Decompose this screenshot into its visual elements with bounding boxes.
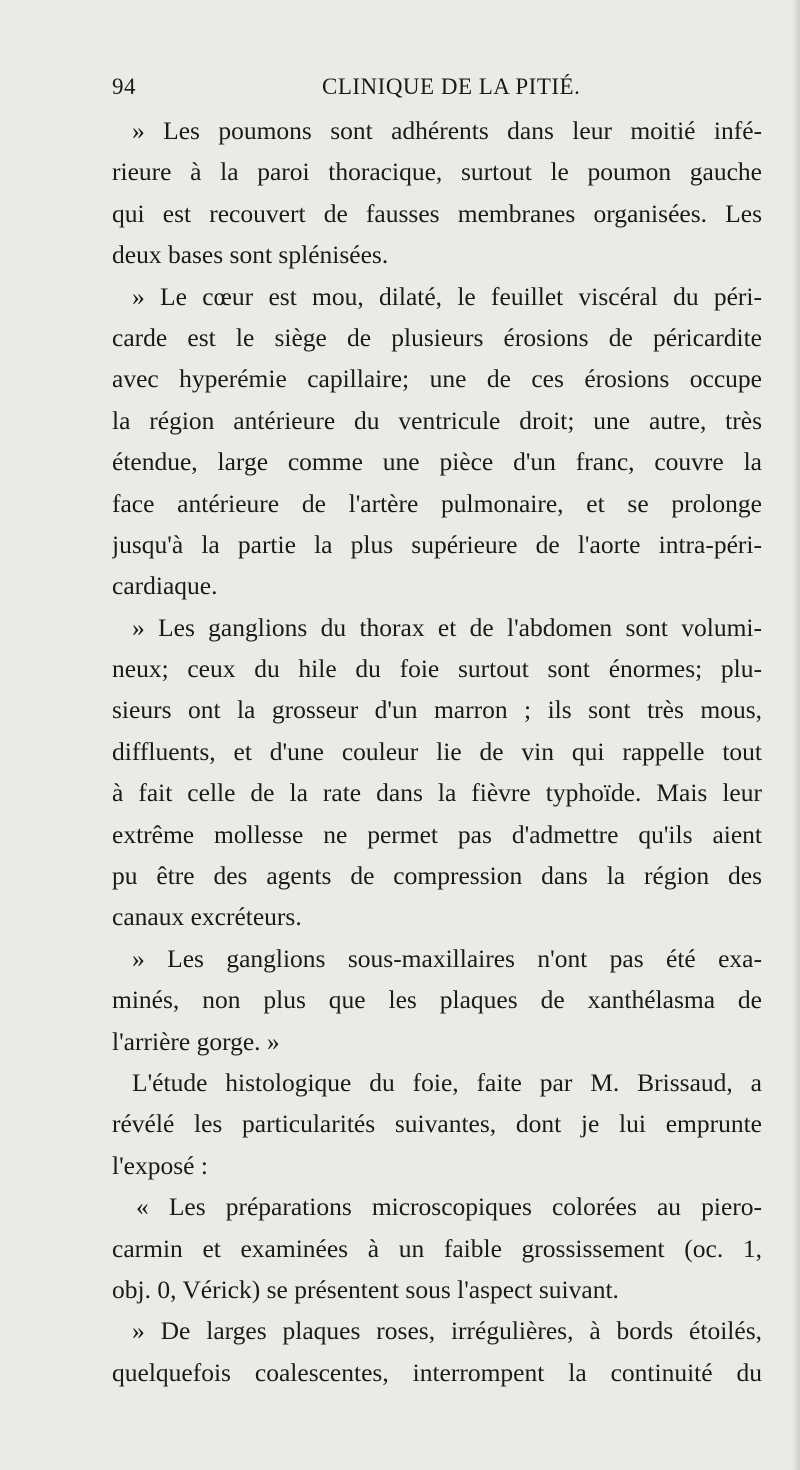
text-line: avec hyperémie capillaire; une de ces érosions occupe (112, 364, 762, 394)
text-line: étendue, large comme une pièce d'un franc, couvre la (112, 447, 762, 477)
text-line: qui est recouvert de fausses membranes organisées. Les (112, 198, 762, 228)
text-line: l'arrière gorge. » (112, 1026, 280, 1056)
text-line: canaux excréteurs. (112, 902, 302, 932)
running-head (112, 74, 760, 108)
text-line: quelquefois coalescentes, interrompent la continuité du (112, 1357, 762, 1387)
text-line: carde est le siège de plusieurs érosions de péricardite (112, 322, 762, 352)
text-line: » Le cœur est mou, dilaté, le feuillet viscéral du péri- (132, 281, 762, 311)
text-line: à fait celle de la rate dans la fièvre typhoïde. Mais leur (112, 778, 762, 808)
text-line: obj. 0, Vérick) se présentent sous l'aspect suivant. (112, 1274, 619, 1304)
text-line: » Les ganglions du thorax et de l'abdomen sont volumi- (132, 612, 762, 642)
text-line: » Les ganglions sous-maxillaires n'ont pas été exa- (132, 943, 762, 973)
text-line: carmin et examinées à un faible grossissement (oc. 1, (112, 1233, 762, 1263)
text-line: » Les poumons sont adhérents dans leur moitié infé- (132, 116, 762, 145)
text-line: « Les préparations microscopiques colorées au piero- (136, 1192, 762, 1222)
text-line: extrême mollesse ne permet pas d'admettre qu'ils aient (112, 819, 762, 849)
text-line: la région antérieure du ventricule droit; une autre, très (112, 405, 762, 435)
text-line: L'étude histologique du foie, faite par M. Brissaud, a (132, 1067, 762, 1097)
text-line: sieurs ont la grosseur d'un marron ; ils sont très mous, (112, 695, 762, 725)
text-line: rieure à la paroi thoracique, surtout le poumon gauche (112, 157, 762, 187)
text-line: minés, non plus que les plaques de xanthélasma de (112, 985, 762, 1015)
text-line: neux; ceux du hile du foie surtout sont énormes; plu- (112, 654, 762, 684)
text-line: l'exposé : (112, 1150, 208, 1180)
page-edge-shadow (792, 0, 800, 1470)
text-line: face antérieure de l'artère pulmonaire, et se prolonge (112, 488, 762, 518)
text-line: jusqu'à la partie la plus supérieure de l'aorte intra-péri- (112, 529, 762, 559)
text-line: pu être des agents de compression dans la région des (112, 861, 762, 891)
text-line: deux bases sont splénisées. (112, 240, 389, 270)
running-title: CLINIQUE DE LA PITIÉ. (322, 74, 581, 99)
text-line: diffluents, et d'une couleur lie de vin qui rappelle tout (112, 736, 762, 766)
page-number: 94 (112, 74, 136, 99)
text-line: cardiaque. (112, 571, 218, 601)
body-text (112, 110, 762, 1393)
text-line: révélé les particularités suivantes, dont je lui emprunte (112, 1109, 762, 1139)
text-line: » De larges plaques roses, irrégulières, à bords étoilés, (132, 1316, 762, 1346)
